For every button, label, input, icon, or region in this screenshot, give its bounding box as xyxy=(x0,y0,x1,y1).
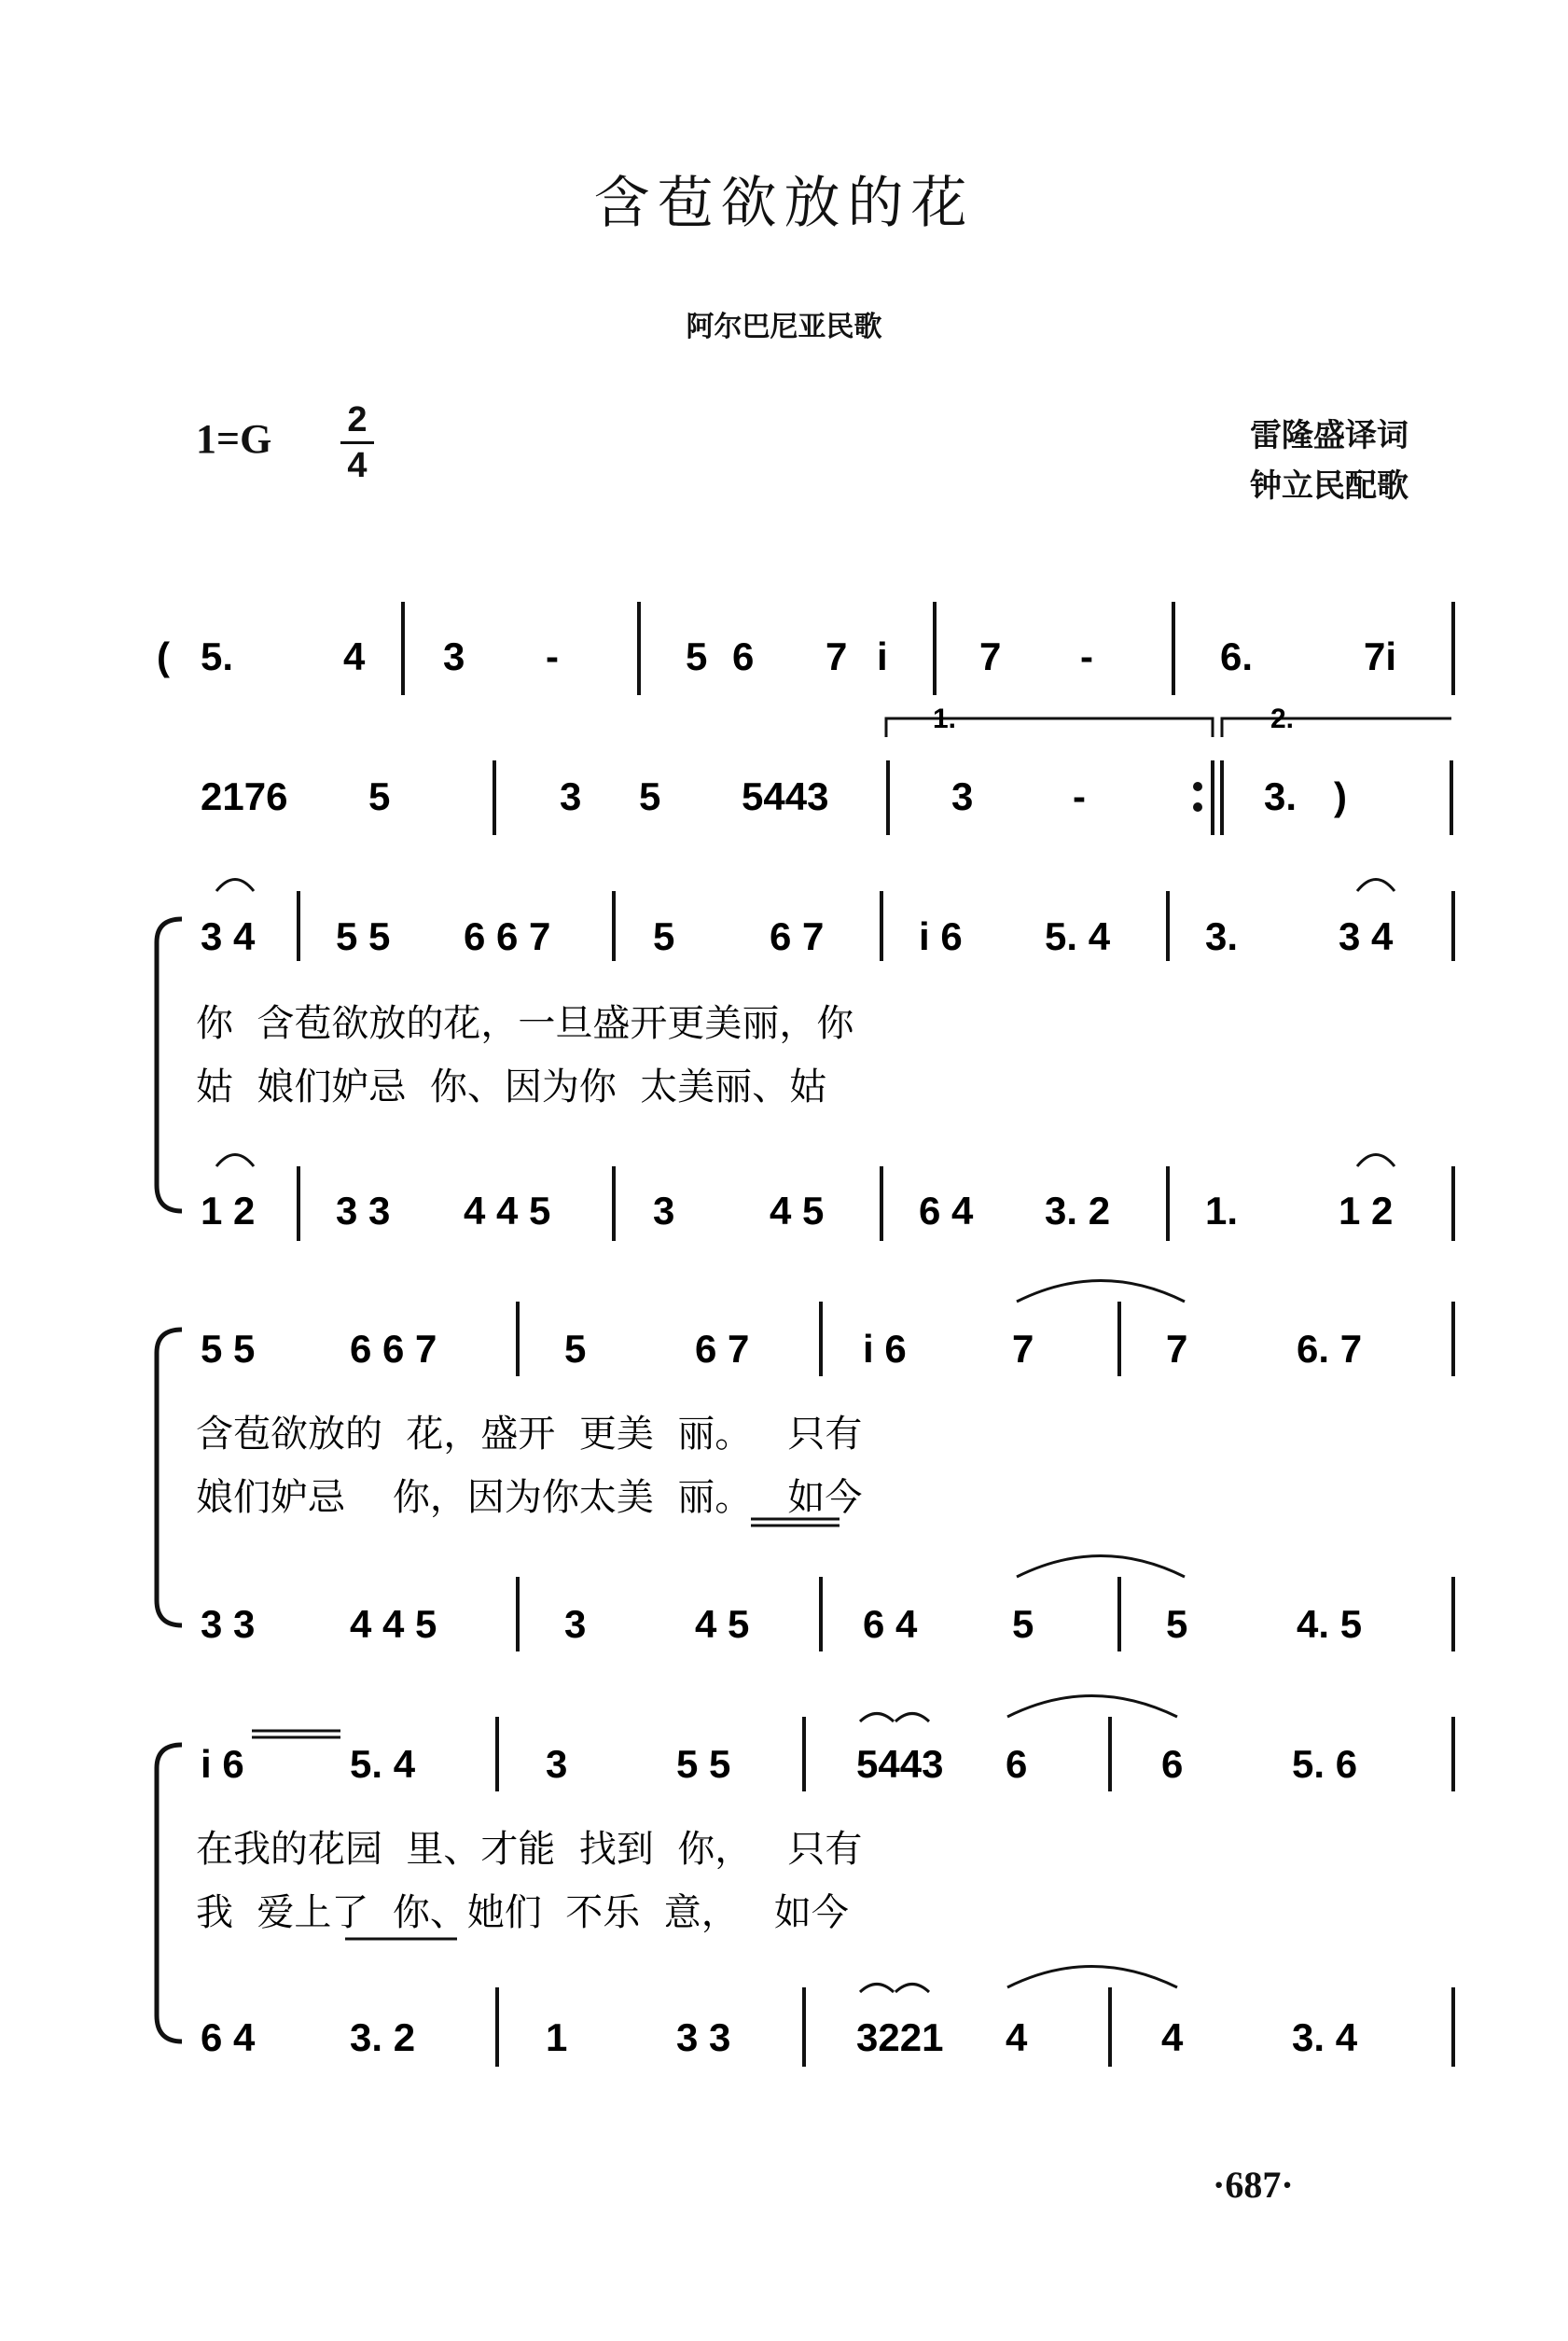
intro-note: 3 xyxy=(951,774,974,818)
intro-note: 7 xyxy=(979,634,1002,678)
melody-beat: 5. 4 xyxy=(350,1742,416,1786)
intro-line-1 xyxy=(157,634,1396,678)
lyricist-credit: 雷隆盛译词 xyxy=(1250,417,1408,454)
intro-note: 5 xyxy=(639,774,661,818)
melody-beat: 3 4 xyxy=(1339,914,1394,958)
intro-note: 2176 xyxy=(201,774,288,818)
intro-note: 3. xyxy=(1264,774,1297,818)
melody-beat: i 6 xyxy=(863,1327,907,1371)
harmony-beat: 3 3 xyxy=(201,1602,256,1646)
harmony-beat: 3221 xyxy=(856,2015,944,2059)
page-number: ·687· xyxy=(1213,2164,1294,2206)
melody-beat: 6 xyxy=(1161,1742,1184,1786)
harmony-beat: 6 4 xyxy=(201,2015,256,2059)
intro-note: 7i xyxy=(1364,634,1397,678)
lyrics-verse-1: 你 含苞欲放的花，一旦盛开更美丽，你 xyxy=(196,1002,854,1045)
melody-beat: 5 5 xyxy=(676,1742,731,1786)
section3-melody xyxy=(201,1742,1357,1786)
harmony-beat: 1 xyxy=(546,2015,568,2059)
melody-beat: 6 7 xyxy=(770,914,825,958)
melody-beat: 6 6 7 xyxy=(464,914,551,958)
melody-beat: 5443 xyxy=(856,1742,944,1786)
song-origin: 阿尔巴尼亚民歌 xyxy=(686,311,882,343)
melody-beat: 5 5 xyxy=(201,1327,256,1371)
time-numerator: 2 xyxy=(347,400,368,439)
melody-beat: 5. 6 xyxy=(1292,1742,1358,1786)
section1-melody xyxy=(201,914,1394,958)
melody-beat: 6 7 xyxy=(695,1327,750,1371)
intro-close-paren: ) xyxy=(1334,774,1347,818)
intro-note: i xyxy=(877,634,888,678)
harmony-beat: 1 2 xyxy=(201,1189,256,1233)
arranger-credit: 钟立民配歌 xyxy=(1250,467,1408,505)
repeat-dots xyxy=(1193,782,1202,812)
intro-note: 3 xyxy=(560,774,582,818)
harmony-beat: 1 2 xyxy=(1339,1189,1394,1233)
volta-second-label: 2. xyxy=(1270,704,1295,734)
key-signature: 1=G xyxy=(196,416,272,462)
intro-open-paren: ( xyxy=(157,634,170,678)
intro-note: 6. xyxy=(1220,634,1254,678)
song-title: 含苞欲放的花 xyxy=(593,171,975,236)
harmony-beat: 3 xyxy=(653,1189,675,1233)
melody-beat: 5 5 xyxy=(336,914,391,958)
intro-note: 5 xyxy=(686,634,708,678)
harmony-beat: 4 xyxy=(1006,2015,1028,2059)
intro-note: 5. xyxy=(201,634,234,678)
melody-beat: 3. xyxy=(1205,914,1239,958)
intro-line-2 xyxy=(201,774,1347,818)
harmony-beat: 4 5 xyxy=(770,1189,825,1233)
harmony-beat: 3 3 xyxy=(336,1189,391,1233)
harmony-beat: 6 4 xyxy=(919,1189,974,1233)
intro-dash: - xyxy=(1073,774,1086,818)
harmony-beat: 3 xyxy=(564,1602,587,1646)
lyrics-verse-1: 含苞欲放的 花，盛开 更美 丽。 只有 xyxy=(196,1413,863,1456)
melody-beat: 6. 7 xyxy=(1297,1327,1363,1371)
harmony-beat: 3. 2 xyxy=(1045,1189,1111,1233)
lyrics-verse-2: 娘们妒忌 你，因为你太美 丽。 如今 xyxy=(196,1476,863,1519)
melody-beat: 7 xyxy=(1166,1327,1188,1371)
harmony-beat: 4 4 5 xyxy=(464,1189,551,1233)
lyrics-verse-2: 我 爱上了 你、她们 不乐 意， 如今 xyxy=(196,1891,849,1934)
melody-beat: 7 xyxy=(1012,1327,1034,1371)
melody-beat: 6 6 7 xyxy=(350,1327,437,1371)
harmony-beat: 3. 2 xyxy=(350,2015,416,2059)
harmony-beat: 3. 4 xyxy=(1292,2015,1358,2059)
melody-beat: 5 xyxy=(653,914,675,958)
section3-harmony xyxy=(201,2015,1358,2059)
harmony-beat: 1. xyxy=(1205,1189,1239,1233)
harmony-beat: 5 xyxy=(1166,1602,1188,1646)
harmony-beat: 5 xyxy=(1012,1602,1034,1646)
intro-note: 3 xyxy=(443,634,465,678)
section2-harmony xyxy=(201,1602,1362,1646)
time-denominator: 4 xyxy=(347,446,368,485)
melody-beat: 3 xyxy=(546,1742,568,1786)
harmony-beat: 3 3 xyxy=(676,2015,731,2059)
section1-harmony xyxy=(201,1189,1393,1233)
melody-beat: 6 xyxy=(1006,1742,1028,1786)
intro-note: 7 xyxy=(826,634,848,678)
melody-beat: 5 xyxy=(564,1327,587,1371)
intro-note: 4 xyxy=(343,634,366,678)
harmony-beat: 4 5 xyxy=(695,1602,750,1646)
harmony-beat: 4 4 5 xyxy=(350,1602,437,1646)
section2-melody xyxy=(201,1327,1362,1371)
intro-note: 5 xyxy=(368,774,391,818)
harmony-beat: 6 4 xyxy=(863,1602,918,1646)
melody-beat: i 6 xyxy=(201,1742,244,1786)
melody-beat: i 6 xyxy=(919,914,963,958)
volta-first-label: 1. xyxy=(933,704,957,734)
melody-beat: 5. 4 xyxy=(1045,914,1111,958)
harmony-beat: 4 xyxy=(1161,2015,1184,2059)
volta-brackets xyxy=(886,718,1451,737)
lyrics-verse-2: 姑 娘们妒忌 你、因为你 太美丽、姑 xyxy=(196,1066,827,1108)
intro-note: 5443 xyxy=(742,774,829,818)
lyric-underlines xyxy=(252,1519,840,1939)
intro-note: 6 xyxy=(732,634,755,678)
harmony-beat: 4. 5 xyxy=(1297,1602,1363,1646)
system-braces xyxy=(157,919,182,2041)
lyrics-verse-1: 在我的花园 里、才能 找到 你， 只有 xyxy=(196,1828,863,1871)
intro-dash: - xyxy=(546,634,559,678)
intro-dash: - xyxy=(1080,634,1093,678)
melody-beat: 3 4 xyxy=(201,914,256,958)
